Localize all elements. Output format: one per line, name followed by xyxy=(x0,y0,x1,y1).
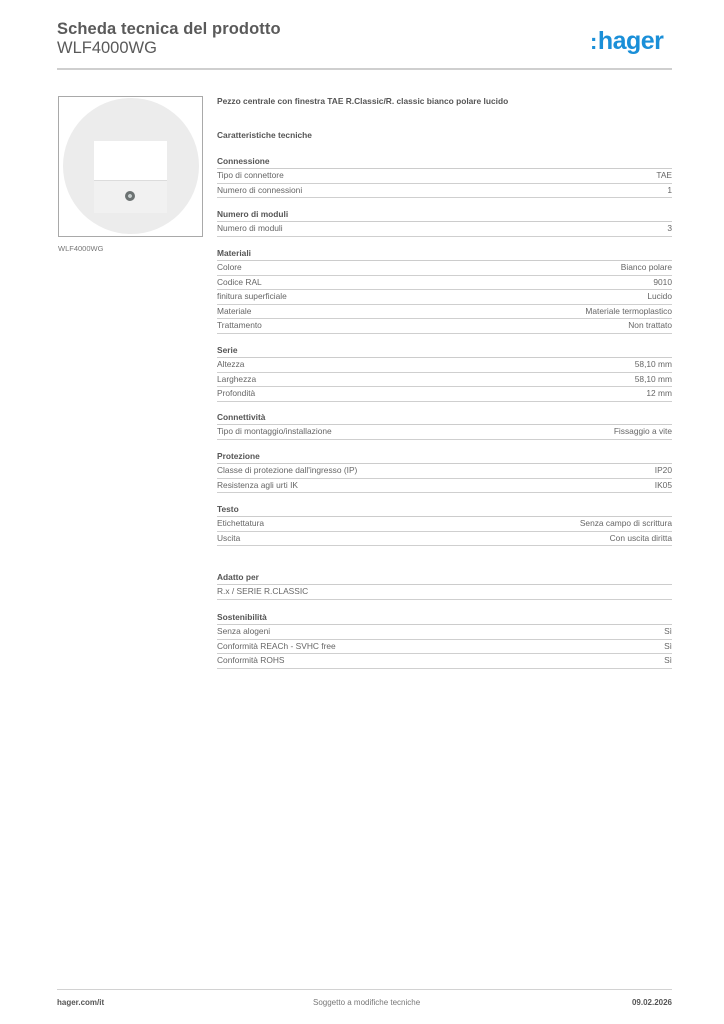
spec-row xyxy=(217,319,672,334)
spec-key: finitura superficiale xyxy=(217,291,287,301)
group-adatto-per xyxy=(217,571,672,600)
spec-value: TAE xyxy=(656,170,672,180)
group-connessione xyxy=(217,155,672,198)
group-title: Testo xyxy=(217,503,672,517)
spec-key: Larghezza xyxy=(217,373,257,384)
spec-row xyxy=(217,222,672,237)
spec-value: IP20 xyxy=(654,465,672,475)
spec-row xyxy=(217,532,672,547)
spec-row xyxy=(217,276,672,291)
group-materiali xyxy=(217,247,672,334)
product-code: WLF4000WG xyxy=(57,39,157,57)
spec-row xyxy=(217,640,672,655)
group-sostenibilita xyxy=(217,611,672,669)
spec-row xyxy=(217,479,672,494)
spec-value: Sì xyxy=(664,626,672,636)
spec-key: Codice RAL xyxy=(217,276,262,287)
product-lower-panel xyxy=(94,180,167,213)
group-title: Protezione xyxy=(217,450,672,464)
spec-key: Etichettatura xyxy=(217,518,265,528)
group-title: Numero di moduli xyxy=(217,208,672,222)
spec-value: Materiale termoplastico xyxy=(585,305,672,316)
spec-key: Conformità ROHS xyxy=(217,655,285,665)
spec-row xyxy=(217,261,672,276)
product-image xyxy=(58,96,203,237)
footer-divider xyxy=(57,989,672,990)
spec-value: Sì xyxy=(664,655,672,665)
spec-row xyxy=(217,373,672,388)
group-testo xyxy=(217,503,672,546)
spec-row xyxy=(217,184,672,199)
spec-key: Tipo di montaggio/installazione xyxy=(217,426,332,436)
spec-row xyxy=(217,305,672,320)
spec-row xyxy=(217,169,672,184)
spec-row xyxy=(217,387,672,402)
group-title: Connessione xyxy=(217,155,672,169)
spec-row xyxy=(217,464,672,479)
footer-notice: Soggetto a modifiche tecniche xyxy=(313,998,421,1007)
spec-row xyxy=(217,625,672,640)
spec-value: 3 xyxy=(667,223,672,233)
footer-website-link[interactable]: hager.com/it xyxy=(57,998,105,1007)
spec-key: Conformità REACh - SVHC free xyxy=(217,640,336,651)
spec-value: Fissaggio a vite xyxy=(613,426,672,436)
spec-value: Lucido xyxy=(647,291,672,301)
spec-key: Senza alogeni xyxy=(217,626,271,636)
spec-row xyxy=(217,654,672,669)
logo-text: hager xyxy=(597,27,664,55)
group-serie xyxy=(217,344,672,402)
footer-date: 09.02.2026 xyxy=(631,998,672,1007)
group-title: Materiali xyxy=(217,247,672,261)
spec-value: IK05 xyxy=(654,479,672,490)
image-caption: WLF4000WG xyxy=(58,244,104,253)
header-title: Scheda tecnica del prodotto xyxy=(57,20,281,38)
product-window-opening xyxy=(94,141,167,180)
spec-value: 9010 xyxy=(653,276,672,287)
group-title: Serie xyxy=(217,344,672,358)
spec-key: Trattamento xyxy=(217,320,262,330)
spec-value: 58,10 mm xyxy=(634,359,672,369)
logo-colon-icon: : xyxy=(590,29,597,54)
spec-key: Profondità xyxy=(217,388,256,398)
section-heading: Caratteristiche tecniche xyxy=(217,130,312,140)
spec-row xyxy=(217,585,672,600)
spec-value: 1 xyxy=(667,184,672,195)
spec-key: Classe di protezione dall'ingresso (IP) xyxy=(217,465,358,475)
spec-value: Non trattato xyxy=(628,320,672,330)
screw-icon xyxy=(125,191,135,201)
group-protezione xyxy=(217,450,672,493)
product-name: Pezzo centrale con finestra TAE R.Classic/R. classic bianco polare lucido xyxy=(217,96,509,106)
spec-key: R.x / SERIE R.CLASSIC xyxy=(217,586,309,596)
group-title: Adatto per xyxy=(217,571,672,585)
spec-key: Tipo di connettore xyxy=(217,170,284,180)
spec-value: 12 mm xyxy=(646,388,672,398)
spec-row xyxy=(217,425,672,440)
spec-value: Sì xyxy=(664,640,672,651)
group-connettivita xyxy=(217,411,672,440)
spec-row xyxy=(217,358,672,373)
group-title: Connettività xyxy=(217,411,672,425)
spec-key: Colore xyxy=(217,262,242,272)
spec-key: Numero di connessioni xyxy=(217,184,303,195)
spec-key: Resistenza agli urti IK xyxy=(217,479,298,490)
group-title: Sostenibilità xyxy=(217,611,672,625)
spec-key: Materiale xyxy=(217,305,252,316)
spec-key: Altezza xyxy=(217,359,245,369)
spec-key: Uscita xyxy=(217,532,241,543)
spec-row xyxy=(217,517,672,532)
header-divider xyxy=(57,68,672,70)
spec-value: 58,10 mm xyxy=(634,373,672,384)
hager-logo xyxy=(590,27,663,56)
spec-row xyxy=(217,290,672,305)
spec-key: Numero di moduli xyxy=(217,223,283,233)
group-numero-moduli xyxy=(217,208,672,237)
spec-value: Bianco polare xyxy=(620,262,672,272)
spec-value: Con uscita diritta xyxy=(609,532,672,543)
spec-value: Senza campo di scrittura xyxy=(579,518,672,528)
